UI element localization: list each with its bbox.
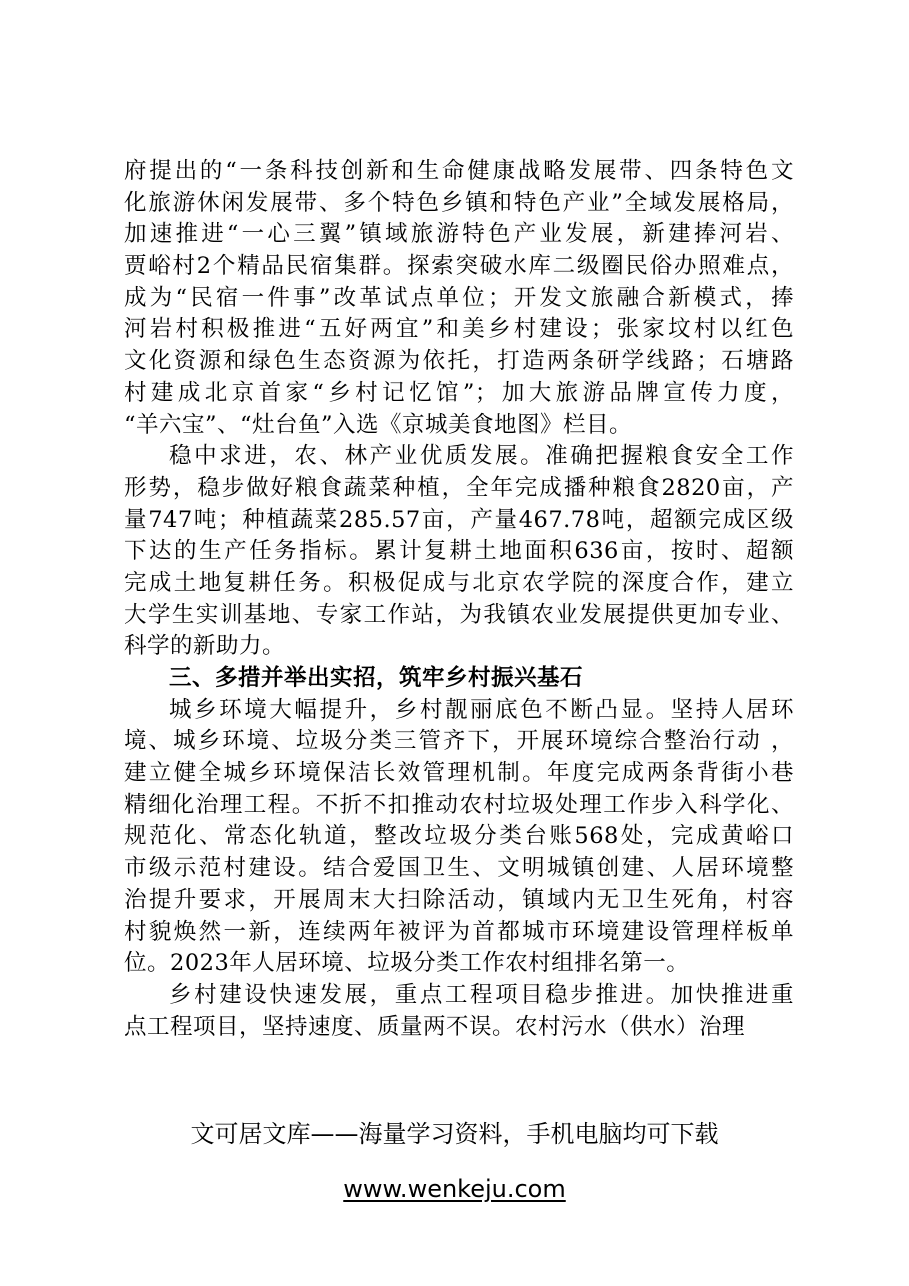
text-line: 加速推进“一心三翼”镇域旅游特色产业发展，新建捧河岩、 (124, 221, 794, 248)
text-line: 贾峪村2个精品民宿集群。探索突破水库二级圈民俗办照难点， (124, 253, 794, 280)
text-line: 完成土地复耕任务。积极促成与北京农学院的深度合作，建立 (124, 569, 794, 596)
text-line: 量747吨；种植蔬菜285.57亩，产量467.78吨，超额完成区级 (124, 506, 794, 533)
text-line: 河岩村积极推进“五好两宜”和美乡村建设；张家坟村以红色 (124, 316, 794, 343)
text-line: 村貌焕然一新，连续两年被评为首都城市环境建设管理样板单 (124, 918, 794, 945)
text-line: 乡村建设快速发展，重点工程项目稳步推进。加快推进重 (169, 981, 794, 1008)
paragraph (124, 156, 794, 441)
text-line: 境、城乡环境、垃圾分类三管齐下，开展环境综合整治行动 ， (124, 728, 794, 755)
text-line: 治提升要求，开展周末大扫除活动，镇域内无卫生死角，村容 (124, 886, 794, 913)
text-line: 文化资源和绿色生态资源为依托，打造两条研学线路；石塘路 (124, 348, 794, 375)
text-line: 建立健全城乡环境保洁长效管理机制。年度完成两条背街小巷 (124, 760, 794, 787)
text-line: 府提出的“一条科技创新和生命健康战略发展带、四条特色文 (124, 158, 794, 184)
text-line: 成为“民宿一件事”改革试点单位；开发文旅融合新模式，捧 (124, 284, 794, 311)
section-heading (124, 663, 794, 695)
text-line: 位。2023年人居环境、垃圾分类工作农村组排名第一。 (124, 950, 690, 977)
text-line: 大学生实训基地、专家工作站，为我镇农业发展提供更加专业、 (124, 601, 794, 628)
paragraph (124, 980, 794, 1043)
text-line: 化旅游休闲发展带、多个特色乡镇和特色产业”全域发展格局， (124, 189, 794, 216)
text-line: 科学的新助力。 (124, 633, 286, 660)
text-line: 稳中求进，农、林产业优质发展。准确把握粮食安全工作 (169, 443, 794, 470)
text-line: “羊六宝”、“灶台鱼”入选《京城美食地图》栏目。 (124, 411, 633, 438)
footer-link[interactable]: www.wenkeju.com (343, 1175, 566, 1203)
text-line: 城乡环境大幅提升，乡村靓丽底色不断凸显。坚持人居环 (169, 696, 794, 723)
text-line: 村建成北京首家“乡村记忆馆”；加大旅游品牌宣传力度， (124, 379, 794, 406)
paragraph (124, 695, 794, 980)
document-body (124, 156, 794, 1043)
text-line: 规范化、常态化轨道，整改垃圾分类台账568处，完成黄峪口 (124, 823, 794, 850)
text-line: 精细化治理工程。不折不扣推动农村垃圾处理工作步入科学化、 (124, 791, 794, 818)
text-line: 市级示范村建设。结合爱国卫生、文明城镇创建、人居环境整 (124, 855, 794, 882)
text-line: 三、多措并举出实招，筑牢乡村振兴基石 (169, 665, 584, 691)
text-line: 下达的生产任务指标。累计复耕土地面积636亩，按时、超额 (124, 538, 794, 565)
text-line: 形势，稳步做好粮食蔬菜种植，全年完成播种粮食2820亩，产 (124, 474, 794, 501)
footer-title: 文可居文库——海量学习资料，手机电脑均可下载 (190, 1120, 719, 1148)
text-line: 点工程项目，坚持速度、质量两不误。农村污水（供水）治理 (124, 1013, 746, 1040)
paragraph (124, 441, 794, 663)
